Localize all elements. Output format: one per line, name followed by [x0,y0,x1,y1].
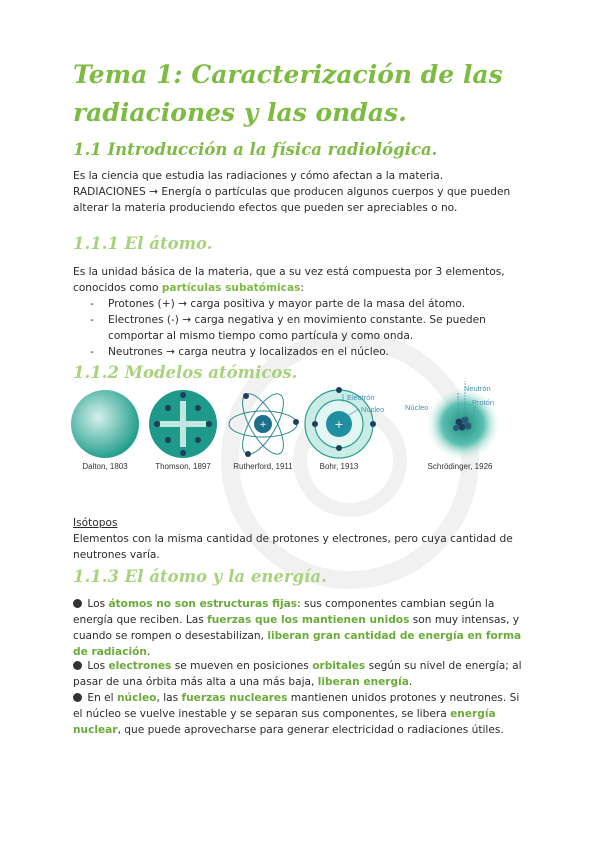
highlight-subatomic: partículas subatómicas [161,282,301,294]
atomic-models-figure [60,378,540,480]
section-heading-1-1: 1.1 Introducción a la física radiológica. [73,140,438,159]
isotopes-heading: Isótopos [73,517,118,529]
radiation-definition: RADIACIONES → Energía o partículas que producen algunos cuerpos y que pueden alterar la materia produciendo efectos que pueden ser apreciables o no. [73,186,511,214]
label-neutron: Neutrón [464,384,491,393]
caption-schrodinger: Schrödinger, 1926 [427,462,493,471]
particles-list [73,296,533,360]
page-title: Tema 1: Caracterización de las radiaciones y las ondas. [73,60,503,127]
label-nucleus: Núcleo [361,405,385,414]
energy-bullet-3: En el núcleo, las fuerzas nucleares mantienen unidos protones y neutrones. Si el núcleo se vuelve inestable y se separan sus componentes, se libera energía nuclear, que puede aprovecharse para generar electricidad o radiaciones útiles. [73,692,520,736]
caption-rutherford: Rutherford, 1911 [233,462,293,471]
caption-thomson: Thomson, 1897 [155,462,211,471]
energy-bullet-2: Los electrones se mueven en posiciones orbitales según su nivel de energía; al pasar de una órbita más alta a una más baja, liberan energía. [73,660,522,688]
section-heading-1-1-2: 1.1.2 Modelos atómicos. [73,363,298,382]
energy-bullet-1: Los átomos no son estructuras fijas: sus componentes cambian según la energía que reciben. Las fuerzas que los mantienen unidos son muy intensas, y cuando se rompen o desestabilizan, liberan gran cantidad de energía en forma de radiación. [73,598,522,658]
label-electron: Electrón [347,393,375,402]
atom-intro: Es la unidad básica de la materia, que a su vez está compuesta por 3 elementos, conocidos como partículas subatómicas: [73,266,505,294]
isotopes-text: Elementos con la misma cantidad de protones y electrones, pero cuya cantidad de neutrones varía. [73,533,513,561]
svg-text:+: + [334,418,344,431]
svg-text:+: + [259,420,267,430]
section-heading-1-1-3: 1.1.3 El átomo y la energía. [73,567,327,586]
label-proton: Protón [472,398,495,407]
section-heading-1-1-1: 1.1.1 El átomo. [73,234,213,253]
caption-dalton: Dalton, 1803 [82,462,128,471]
list-item: - Electrones (-) → carga negativa y en movimiento constante. Se pueden comportar al mismo tiempo como partícula y como onda. [90,314,486,342]
thomson-model [149,390,217,458]
dalton-model [71,390,139,458]
intro-paragraph: Es la ciencia que estudia las radiaciones y cómo afectan a la materia. [73,170,444,182]
list-item: - Neutrones → carga neutra y localizados en el núcleo. [90,346,389,358]
bullet-icon [73,693,82,702]
caption-bohr: Bohr, 1913 [319,462,359,471]
bullet-icon [73,661,82,670]
bullet-icon [73,599,82,608]
label-nucleus-2: Núcleo [405,403,429,412]
list-item: - Protones (+) → carga positiva y mayor parte de la masa del átomo. [90,298,466,310]
